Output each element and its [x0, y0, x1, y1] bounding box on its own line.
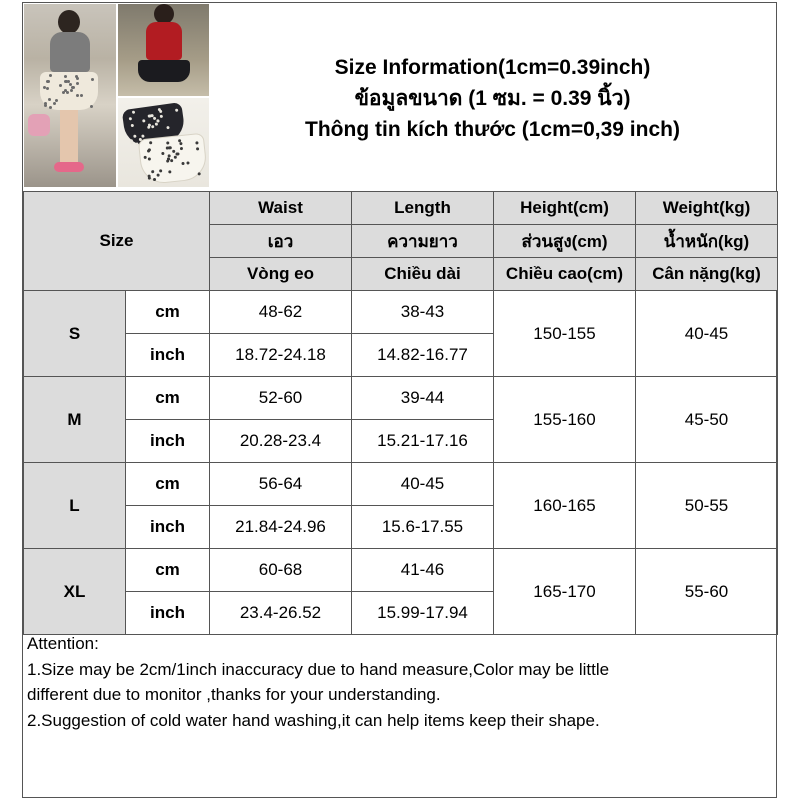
col-length-vi: Chiều dài	[352, 258, 494, 291]
table-row	[24, 463, 778, 506]
waist-inch: 21.84-24.96	[210, 506, 352, 549]
length-inch: 15.21-17.16	[352, 420, 494, 463]
weight-range: 50-55	[636, 463, 778, 549]
height-range: 150-155	[494, 291, 636, 377]
length-inch: 15.6-17.55	[352, 506, 494, 549]
waist-inch: 20.28-23.4	[210, 420, 352, 463]
size-label: XL	[24, 549, 126, 635]
length-inch: 15.99-17.94	[352, 592, 494, 635]
unit-cm: cm	[126, 463, 210, 506]
col-waist-vi: Vòng eo	[210, 258, 352, 291]
col-weight-th: น้ำหนัก(kg)	[636, 225, 778, 258]
title-english: Size Information(1cm=0.39inch)	[334, 55, 651, 79]
title-thai: ข้อมูลขนาด (1 ซม. = 0.39 นิ้ว)	[354, 86, 631, 110]
col-height-th: ส่วนสูง(cm)	[494, 225, 636, 258]
table-row	[24, 549, 778, 592]
col-waist-th: เอว	[210, 225, 352, 258]
waist-cm: 60-68	[210, 549, 352, 592]
waist-cm: 48-62	[210, 291, 352, 334]
waist-cm: 52-60	[210, 377, 352, 420]
waist-inch: 18.72-24.18	[210, 334, 352, 377]
unit-inch: inch	[126, 506, 210, 549]
length-inch: 14.82-16.77	[352, 334, 494, 377]
height-range: 155-160	[494, 377, 636, 463]
length-cm: 38-43	[352, 291, 494, 334]
length-cm: 41-46	[352, 549, 494, 592]
skirt-flatlay-photo	[118, 98, 209, 187]
attention-note-2: 2.Suggestion of cold water hand washing,it can help items keep their shape.	[27, 710, 600, 730]
model-photo-grey-top	[24, 4, 116, 187]
attention-note-1a: 1.Size may be 2cm/1inch inaccuracy due to hand measure,Color may be little	[27, 659, 610, 679]
height-range: 165-170	[494, 549, 636, 635]
unit-cm: cm	[126, 549, 210, 592]
title-vietnamese: Thông tin kích thước (1cm=0,39 inch)	[305, 117, 680, 141]
height-range: 160-165	[494, 463, 636, 549]
size-label: M	[24, 377, 126, 463]
col-waist-en: Waist	[210, 192, 352, 225]
col-length-th: ความยาว	[352, 225, 494, 258]
weight-range: 45-50	[636, 377, 778, 463]
weight-range: 55-60	[636, 549, 778, 635]
unit-cm: cm	[126, 291, 210, 334]
waist-inch: 23.4-26.52	[210, 592, 352, 635]
size-header: Size	[24, 192, 210, 291]
header-row-english	[24, 192, 778, 225]
waist-cm: 56-64	[210, 463, 352, 506]
length-cm: 39-44	[352, 377, 494, 420]
attention-notes	[27, 631, 772, 733]
product-photo-collage	[24, 4, 209, 187]
size-info-title	[210, 4, 775, 192]
table-row	[24, 377, 778, 420]
attention-note-1b: different due to monitor ,thanks for your understanding.	[27, 685, 441, 704]
size-label: L	[24, 463, 126, 549]
col-weight-en: Weight(kg)	[636, 192, 778, 225]
col-weight-vi: Cân nặng(kg)	[636, 258, 778, 291]
unit-inch: inch	[126, 592, 210, 635]
col-height-en: Height(cm)	[494, 192, 636, 225]
col-length-en: Length	[352, 192, 494, 225]
unit-inch: inch	[126, 334, 210, 377]
unit-inch: inch	[126, 420, 210, 463]
unit-cm: cm	[126, 377, 210, 420]
size-table	[23, 191, 778, 635]
model-photo-red-top	[118, 4, 209, 96]
table-row	[24, 291, 778, 334]
col-height-vi: Chiều cao(cm)	[494, 258, 636, 291]
size-label: S	[24, 291, 126, 377]
attention-heading: Attention:	[27, 634, 99, 653]
length-cm: 40-45	[352, 463, 494, 506]
weight-range: 40-45	[636, 291, 778, 377]
